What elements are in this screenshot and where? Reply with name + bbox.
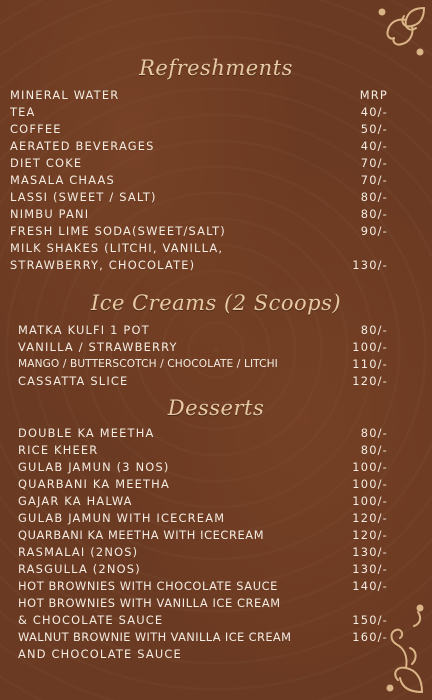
menu-item <box>18 628 388 645</box>
menu-item-name: GULAB JAMUN WITH ICECREAM <box>18 510 226 525</box>
menu-item <box>10 137 388 154</box>
refreshments-list <box>10 86 388 273</box>
menu-item-price: 100/- <box>352 459 388 474</box>
corner-ornament-icon <box>382 604 428 696</box>
menu-item <box>10 205 388 222</box>
menu-item-name: RICE KHEER <box>18 442 99 457</box>
menu-item-price: 140/- <box>352 578 388 593</box>
menu-item-name: STRAWBERRY, CHOCOLATE) <box>10 257 196 272</box>
menu-item <box>18 458 388 475</box>
menu-item-name: VANILLA / STRAWBERRY <box>18 339 178 354</box>
menu-item-price: 120/- <box>352 510 388 525</box>
menu-item-name: WALNUT BROWNIE WITH VANILLA ICE CREAM <box>18 629 292 644</box>
menu-item-price: 100/- <box>352 339 388 354</box>
menu-item-price: 90/- <box>360 223 388 238</box>
menu-item-price: 130/- <box>352 544 388 559</box>
menu-item <box>10 239 388 256</box>
section-title-desserts: Desserts <box>167 396 265 420</box>
menu-item-name: RASMALAI (2NOS) <box>18 544 139 559</box>
menu-item-price: 110/- <box>352 356 388 371</box>
menu-item-name: MATKA KULFI 1 POT <box>18 322 150 337</box>
menu-item <box>18 526 388 543</box>
menu-item-name: DOUBLE KA MEETHA <box>18 425 155 440</box>
menu-item <box>18 594 388 611</box>
menu-item-name: TEA <box>10 104 36 119</box>
menu-item-price: 150/- <box>352 612 388 627</box>
menu-item <box>18 543 388 560</box>
menu-item-name: LASSI (SWEET / SALT) <box>10 189 157 204</box>
menu-item-name: HOT BROWNIES WITH VANILLA ICE CREAM <box>18 595 281 610</box>
menu-item-price: 120/- <box>352 373 388 388</box>
menu-item-price: 80/- <box>360 425 388 440</box>
menu-item-name: NIMBU PANI <box>10 206 90 221</box>
menu-item-name: HOT BROWNIES WITH CHOCOLATE SAUCE <box>18 578 278 593</box>
menu-item <box>10 154 388 171</box>
menu-item-price: 130/- <box>352 257 388 272</box>
menu-item-name: QUARBANI KA MEETHA <box>18 476 170 491</box>
menu-item <box>10 256 388 273</box>
menu-item-price: 130/- <box>352 561 388 576</box>
menu-item <box>18 645 388 662</box>
menu-item-name: AERATED BEVERAGES <box>10 138 155 153</box>
menu-item <box>18 355 388 372</box>
menu-item-name: DIET COKE <box>10 155 83 170</box>
menu-item <box>18 338 388 355</box>
menu-item-price: 80/- <box>360 206 388 221</box>
menu-item-price: 70/- <box>360 155 388 170</box>
menu-item-price: MRP <box>359 87 388 102</box>
menu-item <box>10 86 388 103</box>
menu-item <box>18 372 388 389</box>
menu-item <box>18 475 388 492</box>
menu-item-price: 80/- <box>360 189 388 204</box>
menu-item-name: AND CHOCOLATE SAUCE <box>18 646 182 661</box>
menu-item <box>10 222 388 239</box>
menu-item-name: RASGULLA (2NOS) <box>18 561 141 576</box>
menu-item <box>10 120 388 137</box>
menu-item-price: 100/- <box>352 493 388 508</box>
menu-item-name: GAJAR KA HALWA <box>18 493 133 508</box>
menu-item-price: 120/- <box>352 527 388 542</box>
menu-item <box>10 188 388 205</box>
section-title-refreshments: Refreshments <box>139 56 293 80</box>
menu-item-name: & CHOCOLATE SAUCE <box>18 612 164 627</box>
menu-item-name: GULAB JAMUN (3 NOS) <box>18 459 170 474</box>
section-title-icecreams: Ice Creams (2 Scoops) <box>90 291 342 315</box>
menu-item <box>18 424 388 441</box>
menu-item <box>18 492 388 509</box>
corner-ornament-icon <box>374 4 428 58</box>
menu-item <box>18 441 388 458</box>
menu-item <box>18 577 388 594</box>
menu-item-name: CASSATTA SLICE <box>18 373 129 388</box>
menu-item <box>18 611 388 628</box>
menu-item-price: 40/- <box>360 138 388 153</box>
menu-item-price: 50/- <box>360 121 388 136</box>
menu-item <box>18 321 388 338</box>
icecreams-list <box>18 321 388 389</box>
menu-item-name: MINERAL WATER <box>10 87 120 102</box>
menu-item-price: 160/- <box>352 629 388 644</box>
desserts-list <box>18 424 388 662</box>
menu-item-price: 40/- <box>360 104 388 119</box>
menu-item-name: MILK SHAKES (LITCHI, VANILLA, <box>10 240 224 255</box>
menu-item <box>10 171 388 188</box>
menu-item-name: FRESH LIME SODA(SWEET/SALT) <box>10 223 226 238</box>
menu-item-price: 100/- <box>352 476 388 491</box>
menu-item <box>18 560 388 577</box>
menu-item-name: MANGO / BUTTERSCOTCH / CHOCOLATE / LITCHI <box>18 357 278 370</box>
menu-item-price: 70/- <box>360 172 388 187</box>
menu-item <box>18 509 388 526</box>
menu-item-name: COFFEE <box>10 121 62 136</box>
menu-item-name: MASALA CHAAS <box>10 172 115 187</box>
menu-item-price: 80/- <box>360 442 388 457</box>
menu-item-price: 80/- <box>360 322 388 337</box>
menu-item <box>10 103 388 120</box>
menu-item-name: QUARBANI KA MEETHA WITH ICECREAM <box>18 527 265 542</box>
